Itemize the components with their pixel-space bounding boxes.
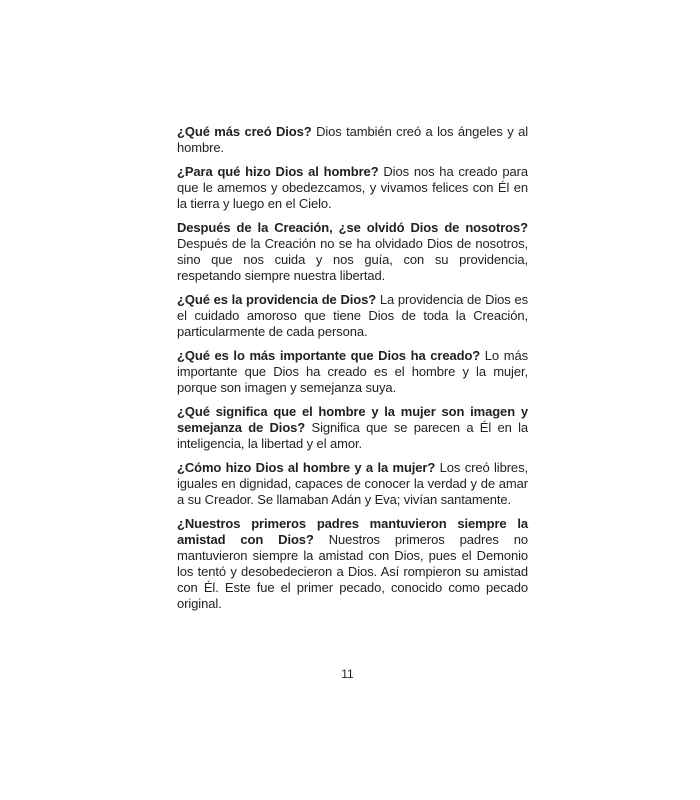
qa-paragraph bbox=[177, 292, 528, 340]
question-text: ¿Cómo hizo Dios al hombre y a la mujer? bbox=[177, 460, 436, 475]
answer-text: Significa que se parecen a Él en la inteligencia, la libertad y el amor. bbox=[177, 420, 529, 451]
answer-text: Dios nos ha creado para que le amemos y obedezcamos, y vivamos felices con Él en la tierra y luego en el Cielo. bbox=[177, 164, 529, 211]
qa-paragraph bbox=[177, 404, 528, 452]
qa-paragraph bbox=[177, 164, 528, 212]
text-block bbox=[177, 124, 528, 620]
answer-text: Los creó libres, iguales en dignidad, capaces de conocer la verdad y de amar a su Creador. Se llamaban Adán y Eva; vivían santamente. bbox=[177, 460, 528, 507]
qa-paragraph bbox=[177, 460, 528, 508]
answer-text: Dios también creó a los ángeles y al hombre. bbox=[177, 124, 528, 155]
question-text: ¿Qué más creó Dios? bbox=[177, 124, 312, 139]
answer-text: Después de la Creación no se ha olvidado Dios de nosotros, sino que nos cuida y nos guía, con su providencia, respetando siempre nuestra libertad. bbox=[177, 236, 528, 283]
question-text: Después de la Creación, ¿se olvidó Dios de nosotros? bbox=[177, 220, 528, 235]
qa-paragraph bbox=[177, 220, 528, 284]
qa-paragraph bbox=[177, 124, 528, 156]
answer-text: La providencia de Dios es el cuidado amoroso que tiene Dios de toda la Creación, particularmente de cada persona. bbox=[177, 292, 528, 339]
question-text: ¿Para qué hizo Dios al hombre? bbox=[177, 164, 379, 179]
answer-text: Lo más importante que Dios ha creado es el hombre y la mujer, porque son imagen y semejanza suya. bbox=[177, 348, 528, 395]
qa-paragraph bbox=[177, 348, 528, 396]
question-text: ¿Qué es la providencia de Dios? bbox=[177, 292, 377, 307]
question-text: ¿Qué es lo más importante que Dios ha creado? bbox=[177, 348, 481, 363]
answer-text: Nuestros primeros padres no mantuvieron siempre la amistad con Dios, pues el Demonio los tentó y desobedecieron a Dios. Así rompieron su amistad con Él. Este fue el primer pecado, conocido como pecado original. bbox=[177, 532, 528, 611]
question-text: ¿Qué significa que el hombre y la mujer son imagen y semejanza de Dios? bbox=[177, 404, 528, 435]
question-text: ¿Nuestros primeros padres mantuvieron siempre la amistad con Dios? bbox=[177, 516, 528, 547]
page-number: 11 bbox=[341, 667, 354, 681]
qa-paragraph bbox=[177, 516, 528, 612]
